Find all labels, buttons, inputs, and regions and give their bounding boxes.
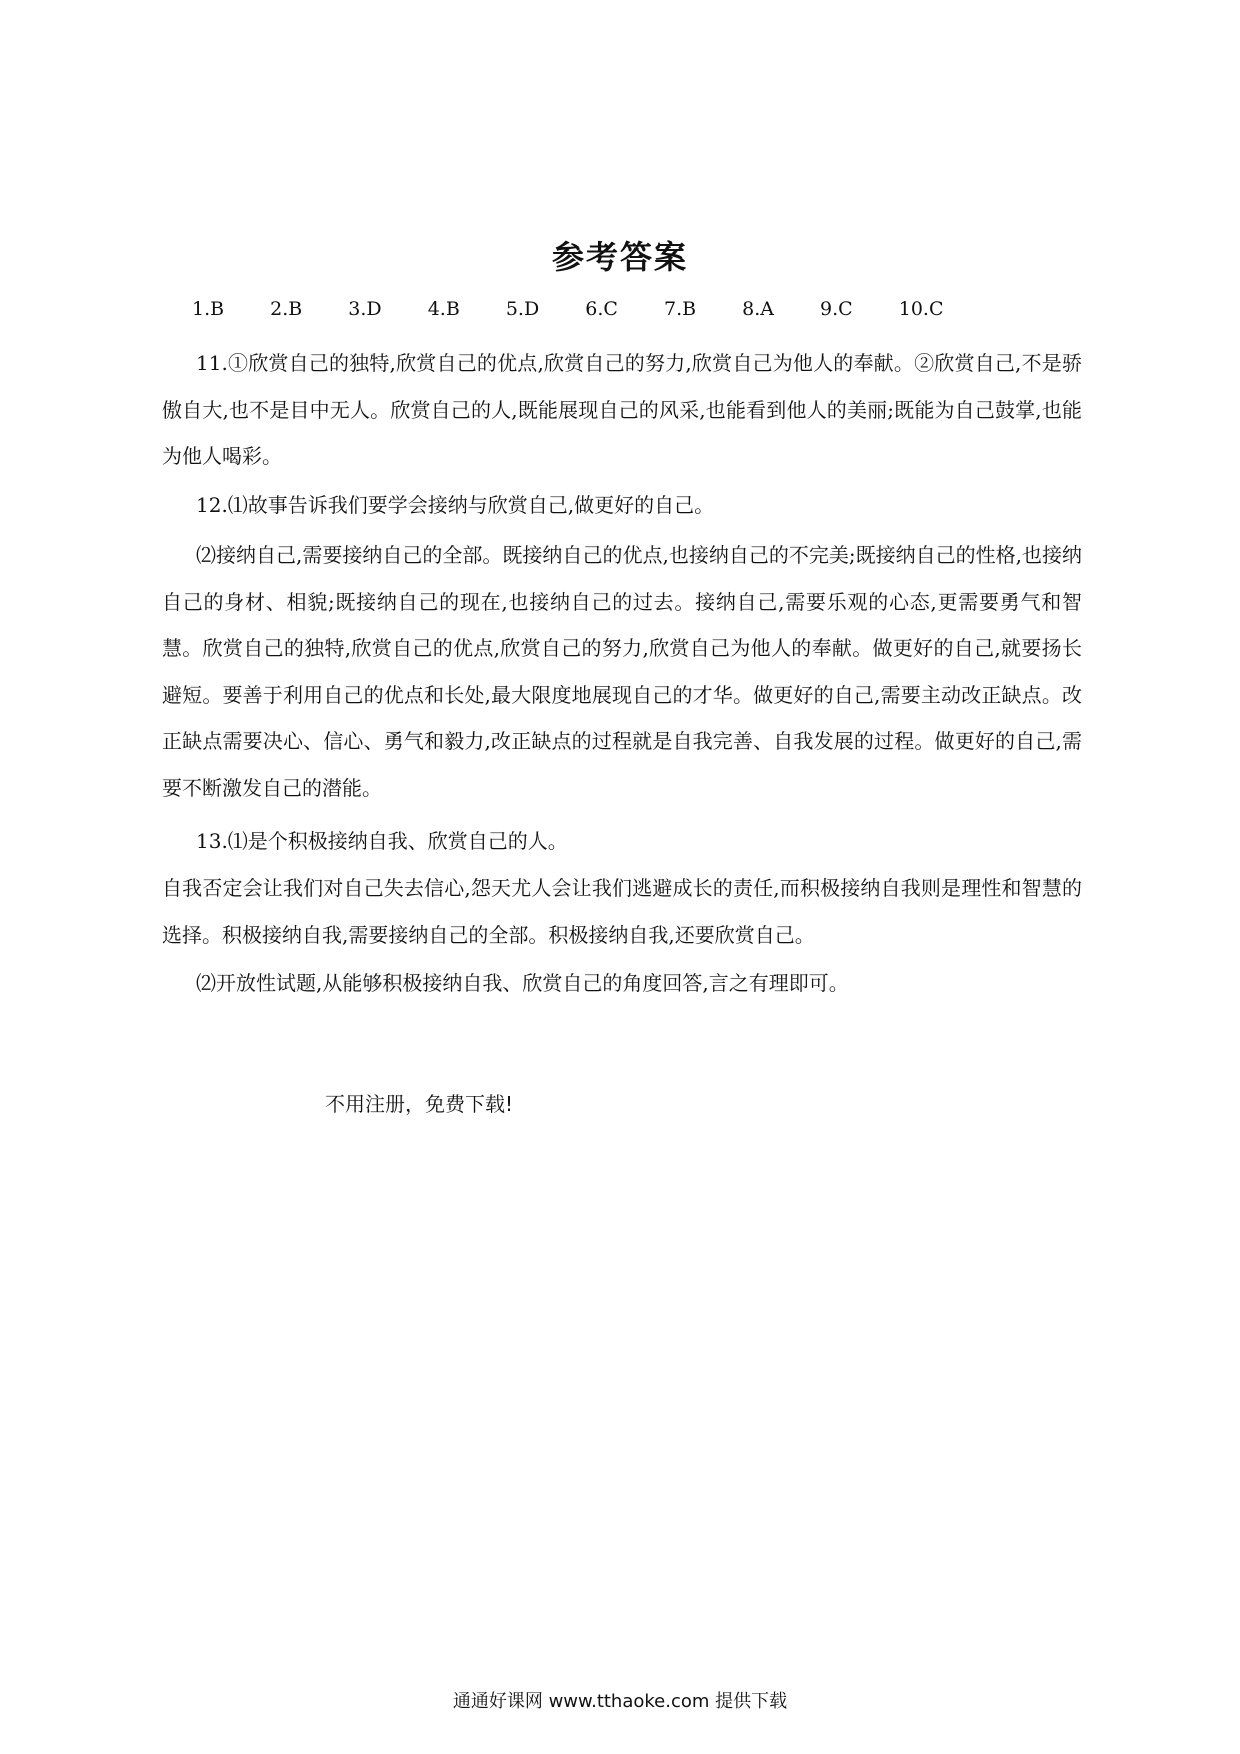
mc-answer: 3.D [348,298,382,320]
mc-answer: 8.A [742,298,774,320]
answer-q12-part2: ⑵接纳自己,需要接纳自己的全部。既接纳自己的优点,也接纳自己的不完美;既接纳自己的性格,也接纳自己的身材、相貌;既接纳自己的现在,也接纳自己的过去。接纳自己,需要乐观的心态,更需要勇气和智慧。欣赏自己的独特,欣赏自己的优点,欣赏自己的努力,欣赏自己为他人的奉献。做更好的自己,就要扬长避短。要善于利用自己的优点和长处,最大限度地展现自己的才华。做更好的自己,需要主动改正缺点。改正缺点需要决心、信心、勇气和毅力,改正缺点的过程就是自我完善、自我发展的过程。做更好的自己,需要不断激发自己的潜能。 [162,543,1082,800]
mc-answer: 4.B [427,298,460,320]
multiple-choice-answers [192,298,984,320]
page-title: 参考答案 [551,238,688,276]
mc-answer: 6.C [585,298,618,320]
mc-answer: 2.B [270,298,303,320]
answer-q13-part2: ⑵开放性试题,从能够积极接纳自我、欣赏自己的角度回答,言之有理即可。 [196,971,849,995]
answer-q13-explanation: 自我否定会让我们对自己失去信心,怨天尤人会让我们逃避成长的责任,而积极接纳自我则是理性和智慧的选择。积极接纳自我,需要接纳自己的全部。积极接纳自我,还要欣赏自己。 [162,876,1082,947]
mc-answer: 1.B [192,298,225,320]
mc-answer: 10.C [898,298,944,320]
footer-text: 通通好课网 www.tthaoke.com 提供下载 [452,1691,788,1712]
mc-answer: 5.D [505,298,540,320]
answer-q13-part1: 13.⑴是个积极接纳自我、欣赏自己的人。 [196,829,568,853]
promo-text: 不用注册，免费下载! [325,1092,514,1116]
mc-answer: 7.B [663,298,697,320]
mc-answer: 9.C [820,298,853,320]
answer-q12-part1: 12.⑴故事告诉我们要学会接纳与欣赏自己,做更好的自己。 [196,493,715,517]
answer-q11: 11.①欣赏自己的独特,欣赏自己的优点,欣赏自己的努力,欣赏自己为他人的奉献。②欣赏自己,不是骄傲自大,也不是目中无人。欣赏自己的人,既能展现自己的风采,也能看到他人的美丽;既能为自己鼓掌,也能为他人喝彩。 [162,351,1082,468]
